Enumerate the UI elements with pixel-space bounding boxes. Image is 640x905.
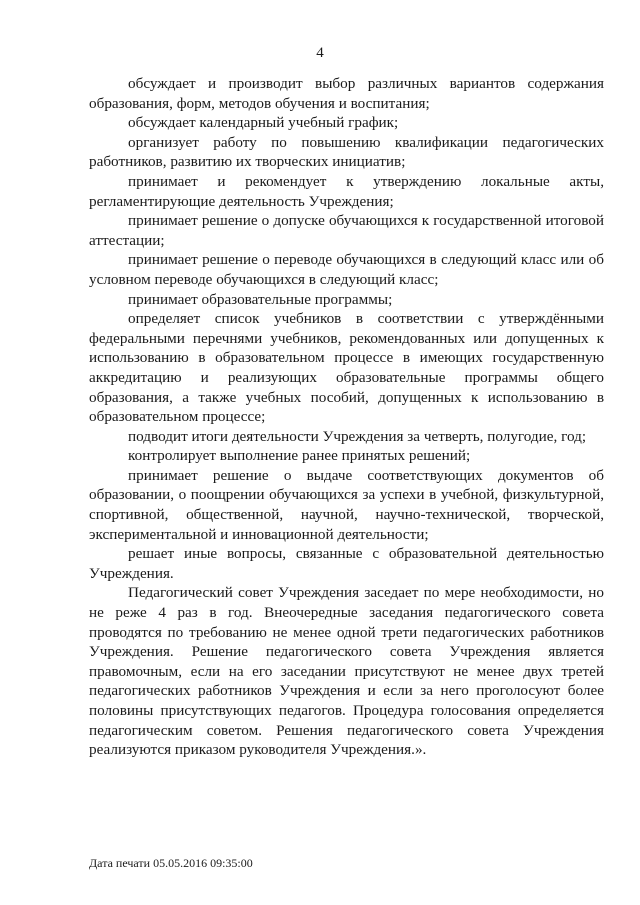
- body-paragraph: Педагогический совет Учреждения заседает по мере необходимости, но не реже 4 раз в год. Внеочередные заседания педагогического совета проводятся по требованию не менее одной трети педагогических работников Учреждения. Решение педагогического совета Учреждения является правомочным, если на его заседании присутствуют не менее двух третей педагогических работников Учреждения и если за него проголосуют более половины присутствующих педагогов. Процедура голосования определяется педагогическим советом. Решения педагогического совета Учреждения реализуются приказом руководителя Учреждения.».: [89, 584, 604, 759]
- list-item: определяет список учебников в соответствии с утверждёнными федеральными перечнями учебников, рекомендованных или допущенных к использованию в образовательном процессе в имеющих государственную аккредитацию и реализующих образовательные программы общего образования, а также учебных пособий, допущенных к использованию в образовательном процессе;: [89, 310, 604, 426]
- list-item: принимает решение о допуске обучающихся к государственной итоговой аттестации;: [89, 212, 604, 249]
- list-item: решает иные вопросы, связанные с образовательной деятельностью Учреждения.: [89, 545, 604, 582]
- document-body: [89, 74, 604, 760]
- list-item: контролирует выполнение ранее принятых решений;: [128, 447, 471, 465]
- page-number: 4: [316, 45, 324, 61]
- print-date-footer: Дата печати 05.05.2016 09:35:00: [89, 856, 253, 870]
- list-item: принимает образовательные программы;: [128, 290, 393, 308]
- list-item: принимает и рекомендует к утверждению локальные акты, регламентирующие деятельность Учреждения;: [89, 172, 604, 210]
- list-item: организует работу по повышению квалификации педагогических работников, развитию их творческих инициатив;: [89, 133, 604, 171]
- list-item: принимает решение о переводе обучающихся в следующий класс или об условном переводе обучающихся в следующий класс;: [89, 251, 604, 288]
- list-item: обсуждает календарный учебный график;: [128, 114, 399, 132]
- list-item: принимает решение о выдаче соответствующих документов об образовании, о поощрении обучающихся за успехи в учебной, физкультурной, спортивной, общественной, научной, научно-технической, творческой, экспериментальной и инновационной деятельности;: [89, 466, 604, 543]
- list-item: подводит итоги деятельности Учреждения за четверть, полугодие, год;: [128, 427, 587, 445]
- list-item: обсуждает и производит выбор различных вариантов содержания образования, форм, методов обучения и воспитания;: [89, 75, 604, 112]
